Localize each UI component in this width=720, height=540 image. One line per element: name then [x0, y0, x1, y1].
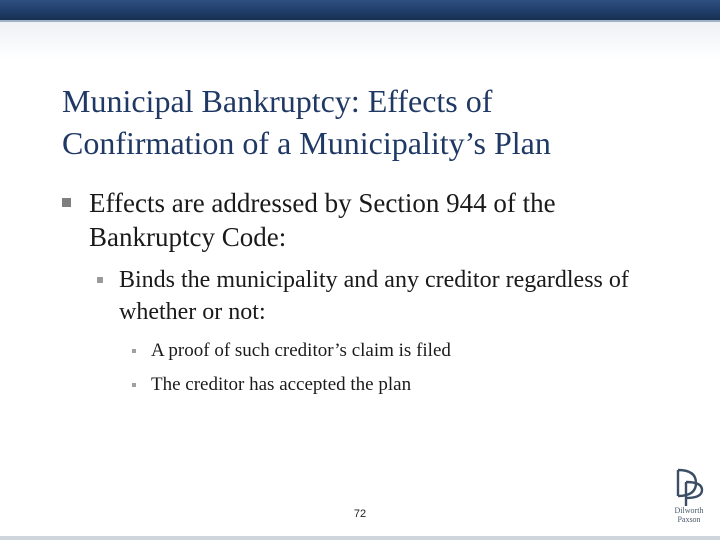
header-gradient-band	[0, 22, 720, 60]
sub-bullet-text: The creditor has accepted the plan	[151, 374, 412, 395]
footer-line	[0, 536, 720, 540]
slide-title-line-2: Confirmation of a Municipality’s Plan	[62, 125, 551, 161]
logo-line-2: Paxson	[677, 515, 701, 524]
sub-bullet	[132, 339, 632, 363]
bullet-level-2	[97, 264, 657, 328]
square-bullet-icon	[132, 349, 136, 353]
logo-line-1: Dilworth	[674, 506, 704, 515]
slide-title	[62, 80, 682, 164]
header-bar	[0, 0, 720, 20]
slide-title-line-1: Municipal Bankruptcy: Effects of	[62, 83, 493, 119]
bullet-level-2-text: Binds the municipality and any creditor regardless of whether or not:	[119, 267, 629, 325]
sub-bullet	[132, 373, 632, 397]
square-bullet-icon	[132, 383, 136, 387]
page-number: 72	[353, 508, 367, 520]
square-bullet-icon	[97, 277, 103, 283]
svg-text:DP: DP	[689, 467, 691, 468]
square-bullet-icon	[62, 198, 71, 207]
bullet-level-1-text: Effects are addressed by Section 944 of the Bankruptcy Code:	[89, 188, 556, 252]
logo-wordmark	[662, 506, 716, 524]
sub-bullet-text: A proof of such creditor’s claim is filed	[151, 340, 451, 361]
bullet-level-1	[62, 186, 662, 254]
